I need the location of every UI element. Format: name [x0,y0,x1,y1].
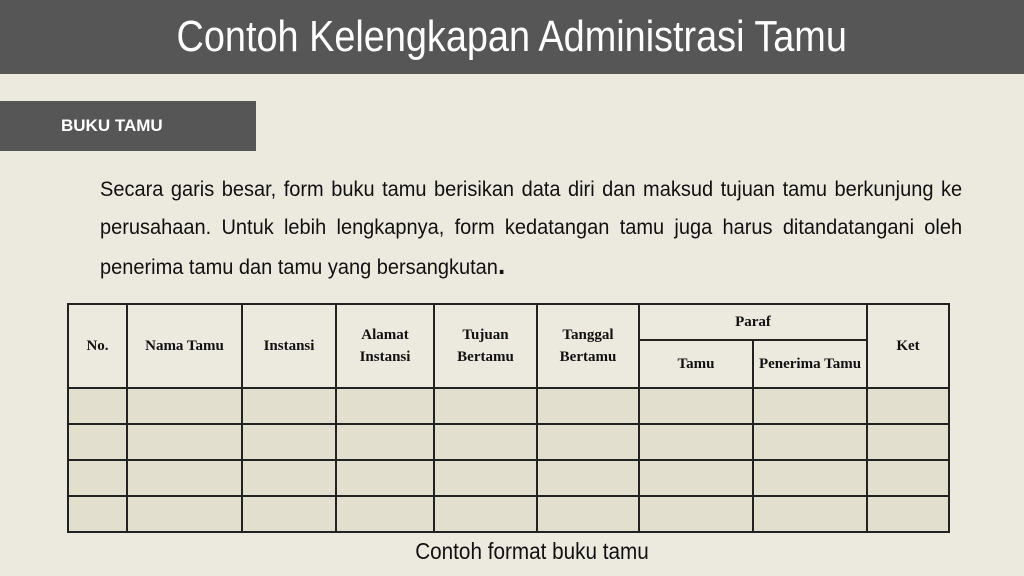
table-cell [336,424,434,460]
header-paraf-tamu: Tamu [639,340,753,388]
header-paraf-penerima: Penerima Tamu [753,340,867,388]
table-cell [753,460,867,496]
table-cell [68,496,127,532]
table-cell [127,424,242,460]
table-cell [639,496,753,532]
description-text: Secara garis besar, form buku tamu berisikan data diri dan maksud tujuan tamu berkunjung ke perusahaan. Untuk lebih lengkapnya, form kedatangan tamu juga harus ditandatangani oleh penerima tamu dan tamu yang bersangkutan [100,177,963,279]
description-end-mark: . [497,249,506,280]
page-title: Contoh Kelengkapan Administrasi Tamu [176,12,848,61]
section-label: BUKU TAMU [61,116,163,135]
title-bar [0,0,1024,74]
table-cell [127,460,242,496]
table-cell [867,424,949,460]
table-cell [434,460,537,496]
table-row [68,496,949,532]
header-alamat-instansi: Alamat Instansi [336,304,434,388]
table-cell [537,388,639,424]
table-cell [434,424,537,460]
table-cell [867,460,949,496]
table-cell [639,460,753,496]
table-cell [242,460,336,496]
table-cell [753,388,867,424]
header-tujuan-bertamu: Tujuan Bertamu [434,304,537,388]
table-cell [639,388,753,424]
table-cell [68,388,127,424]
header-nama-tamu: Nama Tamu [127,304,242,388]
table-cell [242,496,336,532]
table-cell [68,460,127,496]
header-instansi: Instansi [242,304,336,388]
header-no: No. [68,304,127,388]
table-cell [867,388,949,424]
table-cell [434,388,537,424]
table-body [68,388,949,532]
table-cell [336,496,434,532]
table-cell [434,496,537,532]
table-cell [242,424,336,460]
table-cell [336,460,434,496]
table-cell [127,496,242,532]
header-paraf: Paraf [639,304,867,340]
table-row [68,424,949,460]
header-tanggal-bertamu: Tanggal Bertamu [537,304,639,388]
table-cell [639,424,753,460]
table-cell [336,388,434,424]
table-row [68,388,949,424]
table-cell [537,460,639,496]
description-paragraph [100,170,962,286]
table-cell [242,388,336,424]
table-cell [753,424,867,460]
figure-caption: Contoh format buku tamu [415,538,649,564]
table-cell [537,424,639,460]
table-cell [867,496,949,532]
table-cell [753,496,867,532]
table-row [68,460,949,496]
section-tab [0,101,256,151]
guest-book-table [67,303,950,533]
table-cell [127,388,242,424]
table-cell [537,496,639,532]
header-ket: Ket [867,304,949,388]
table-cell [68,424,127,460]
